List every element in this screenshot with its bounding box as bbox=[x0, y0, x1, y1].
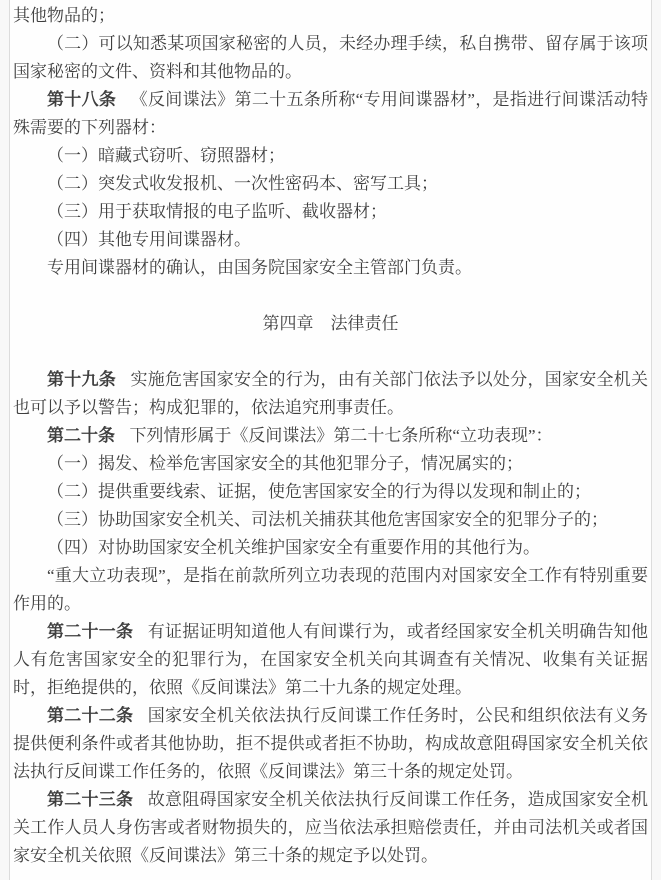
paragraph-text: 《反间谍法》第二十五条所称“专用间谍器材”，是指进行间谍活动特殊需要的下列器材： bbox=[13, 90, 648, 137]
paragraph bbox=[13, 618, 648, 702]
document-content bbox=[10, 0, 651, 880]
paragraph bbox=[13, 30, 648, 86]
paragraph bbox=[13, 142, 648, 170]
paragraph-text: 其他物品的； bbox=[13, 6, 115, 25]
paragraph bbox=[13, 226, 648, 254]
paragraph bbox=[13, 702, 648, 786]
paragraph-text: 实施危害国家安全的行为，由有关部门依法予以处分，国家安全机关也可以予以警告；构成犯罪的，依法追究刑事责任。 bbox=[13, 370, 649, 417]
paragraph bbox=[13, 450, 648, 478]
paragraph bbox=[13, 478, 648, 506]
paragraph bbox=[13, 2, 648, 30]
paragraph bbox=[13, 86, 648, 142]
paragraph-text: （二）可以知悉某项国家秘密的人员，未经办理手续，私自携带、留存属于该项国家秘密的文件、资料和其他物品的。 bbox=[13, 34, 648, 81]
paragraph bbox=[13, 170, 648, 198]
article-number: 第二十三条 bbox=[47, 790, 134, 809]
paragraph bbox=[13, 534, 648, 562]
paragraph bbox=[13, 422, 648, 450]
paragraph bbox=[13, 786, 648, 870]
paragraph-text: （三）协助国家安全机关、司法机关捕获其他危害国家安全的犯罪分子的； bbox=[47, 510, 608, 529]
paragraph-text: 专用间谍器材的确认，由国务院国家安全主管部门负责。 bbox=[47, 258, 472, 277]
paragraph bbox=[13, 562, 648, 618]
article-number: 第二十条 bbox=[47, 426, 115, 445]
chapter-heading bbox=[13, 310, 648, 338]
paragraph-text: 有证据证明知道他人有间谍行为，或者经国家安全机关明确告知他人有危害国家安全的犯罪行为，在国家安全机关向其调查有关情况、收集有关证据时，拒绝提供的，依照《反间谍法》第二十九条的规定处理。 bbox=[13, 622, 649, 697]
chapter-title-text: 第四章 法律责任 bbox=[262, 314, 399, 333]
paragraph bbox=[13, 366, 648, 422]
paragraph-text: （二）提供重要线索、证据，使危害国家安全的行为得以发现和制止的； bbox=[47, 482, 591, 501]
paragraph bbox=[13, 254, 648, 282]
paragraph-text: （四）对协助国家安全机关维护国家安全有重要作用的其他行为。 bbox=[47, 538, 540, 557]
paragraph-text: 下列情形属于《反间谍法》第二十七条所称“立功表现”： bbox=[129, 426, 553, 445]
paragraph-text: （三）用于获取情报的电子监听、截收器材； bbox=[47, 202, 387, 221]
article-number: 第二十二条 bbox=[47, 706, 134, 725]
paragraph-text: （一）揭发、检举危害国家安全的其他犯罪分子，情况属实的； bbox=[47, 454, 523, 473]
article-number: 第二十一条 bbox=[47, 622, 134, 641]
paragraph bbox=[13, 506, 648, 534]
paragraph-text: （二）突发式收发报机、一次性密码本、密写工具； bbox=[47, 174, 438, 193]
paragraph-text: 国家安全机关依法执行反间谍工作任务时，公民和组织依法有义务提供便利条件或者其他协助，拒不提供或者拒不协助，构成故意阻碍国家安全机关依法执行反间谍工作任务的，依照《反间谍法》第三十条的规定处罚。 bbox=[13, 706, 649, 781]
paragraph-text: “重大立功表现”，是指在前款所列立功表现的范围内对国家安全工作有特别重要作用的。 bbox=[13, 566, 648, 613]
article-number: 第十八条 bbox=[47, 90, 117, 109]
paragraph-text: （四）其他专用间谍器材。 bbox=[47, 230, 251, 249]
article-number: 第十九条 bbox=[47, 370, 117, 389]
paragraph bbox=[13, 198, 648, 226]
document-panel bbox=[9, 0, 652, 880]
paragraph-text: 故意阻碍国家安全机关依法执行反间谍工作任务，造成国家安全机关工作人员人身伤害或者财物损失的，应当依法承担赔偿责任，并由司法机关或者国家安全机关依照《反间谍法》第三十条的规定予以处罚。 bbox=[13, 790, 649, 865]
paragraph-text: （一）暗藏式窃听、窃照器材； bbox=[47, 146, 285, 165]
